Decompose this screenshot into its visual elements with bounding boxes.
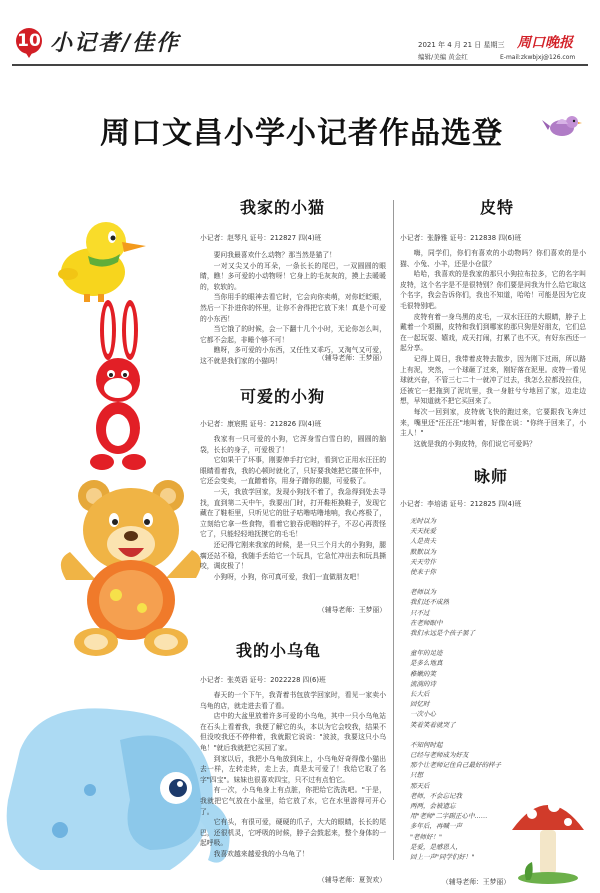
poem-line: 两两，会被遗忘 — [410, 802, 456, 811]
poem-line: 我们还不成熟 — [410, 598, 449, 607]
article-title-poem: 咏师 — [474, 467, 509, 486]
poem-line: 老师以为 — [410, 588, 436, 597]
paragraph: 还记得它刚来我家的时候，是一只三个月大的小狗狗，腿瘸还站不稳，我随手丢给它一个玩具，它急忙冲出去和玩具撕咬，调皮极了！ — [200, 540, 386, 571]
article-credit-dog: （辅导老师：王梦丽） — [318, 606, 386, 614]
poem-line: 是多么地真 — [410, 659, 443, 668]
paragraph: 春天的一个下午，我背着书包放学回家时，看见一家卖小乌龟的店，就走进去看了看。 — [200, 691, 386, 710]
poem-line: 无时以为 — [410, 517, 436, 525]
page-number-badge: 10 — [16, 28, 42, 54]
paragraph: 它有头，有很可爱，硬硬的爪子，大大的眼睛，长长的尾巴，还很机灵，它呼吸的时候，脖子会鼓起来，整个身体的一起呼吸。 — [200, 818, 386, 848]
paragraph: 皮特有着一身乌黑的皮毛，一双水汪汪的大眼睛，脖子上戴着一个项圈，皮特和我们到哪家的那只狗是好朋友，它们总在一起玩耍、嬉戏，成天打闹，打累了也不灭，有好东西还一起分享。 — [400, 312, 586, 353]
paragraph: 瞧呀，多可爱的小东西，又任性又乖巧，又淘气又可爱，这不就是我们家的小猫吗！ — [200, 346, 386, 365]
article-body-turtle — [200, 690, 386, 860]
paragraph: 哈哈，我喜欢的是我家的那只小狗拉布拉多，它的名字叫皮特，这个名字是不是很特别？你们要是问我为什么给它取这个名字，我会告诉你们，我也不知道，哈哈！可能是因为它皮毛很特别吧。 — [400, 270, 586, 310]
poem-line: 默默以为 — [410, 547, 436, 556]
duck-illustration — [48, 212, 148, 304]
poem-line: 只想 — [410, 771, 423, 780]
paragraph: 当你用手的眼神去看它时，它会向你卖萌，对你眨眨眼，然后一下扑进你的怀里，让你不舍得把它放下来！真是个可爱的小东西！ — [200, 293, 386, 323]
poem-line: 我们永远是个孩子罢了 — [410, 629, 475, 638]
paragraph: 嗨，同学们，你们有喜欢的小动物吗？你们喜欢的是小猫、小兔、小羊，还是小仓鼠？ — [400, 249, 586, 268]
rabbit-illustration — [78, 300, 158, 475]
editor-credit: 编辑/美编 黄金红 — [418, 53, 468, 61]
poem-line: 使来于你 — [410, 568, 436, 577]
page-main-title: 周口文昌小学小记者作品选登 — [100, 116, 503, 151]
article-body-pite — [400, 248, 586, 449]
poem-line: 老师，不会忘记我 — [410, 791, 462, 800]
section-title: 小记者/佳作 — [50, 30, 181, 56]
poem-line: 已经与老师成为好友 — [410, 751, 469, 760]
poem-line: 天天抚爱 — [410, 527, 436, 536]
header-rule — [12, 64, 588, 66]
poem-line: 不知何时起 — [410, 740, 443, 749]
paragraph: 我喜欢越来越爱我的小乌龟了！ — [213, 849, 309, 858]
paragraph: 每次一回到家，皮特就飞快的跑过来，它要跟我飞奔过来，嘴里还"汪汪汪"地叫着，好像在说："你终于回来了，小主人！" — [400, 407, 586, 438]
article-credit-turtle: （辅导老师：夏贺欢） — [318, 876, 386, 884]
poem-line: 人是贵夫 — [410, 537, 436, 546]
bear-illustration — [56, 470, 206, 660]
poem-line: 天天劳作 — [410, 557, 436, 566]
paragraph: 我家有一只可爱的小狗，它浑身雪白雪白的，圆圆的脑袋，长长的身子，可爱极了！ — [200, 435, 386, 454]
poem-line: 长大后 — [410, 690, 430, 699]
paragraph: 一天，我放学回家，发现小狗找不着了，我急得到处去寻找，直到第二天中午，我要出门时，打开鞋柜换鞋子，发现它藏在了鞋柜里，只听见它的肚子咕噜咕噜地响，我心疼极了，立刻给它拿一些食物，看着它狼吞虎咽的样子，不忍心再责怪它了，只能轻轻地抚摸它的毛毛！ — [200, 487, 386, 539]
poem-line: 用"老师"二字副正心中…… — [410, 812, 488, 821]
poem-line: 只不过 — [410, 608, 430, 617]
article-byline-pite: 小记者：张静雅 证号：212838 四(6)班 — [400, 234, 522, 242]
poem-line: 笑着笑着就哭了 — [410, 720, 456, 729]
bird-illustration — [542, 110, 582, 140]
poem-line: 那个让老师记住自己最好的样子 — [410, 761, 501, 770]
poem-body — [410, 516, 586, 862]
article-body-cat — [200, 250, 386, 367]
paragraph: 记得上周日，我带着皮特去散步，因为刚下过雨，所以路上有泥，突然，一个球砸了过来，刚好落在泥里。皮特一看见球就兴奋，不管三七二十一就冲了过去，我怎么拉都没拉住，还被它一把拖到了泥坑里，我一身脏兮兮地回了家，边走边想，早知道就不把它买回来了。 — [400, 354, 586, 406]
poem-line: 多年后，再喊一声 — [410, 822, 462, 831]
issue-date: 2021 年 4 月 21 日 星期三 — [418, 41, 505, 49]
poem-line: 是爱，是感恩人， — [410, 842, 462, 851]
paragraph: 它如果干了坏事，刚要伸手打它时，看到它正用水汪汪的眼睛看着我，我的心顿时就化了，只好要我她把它搂在怀中，它还会变卖，一直蹭着你，用身子蹭你的腿，可爱极了。 — [200, 456, 386, 486]
paragraph: 当它饿了的时候，会一下翻十几个小时，无论你怎么叫，它都不会起，非睡个够不可！ — [200, 325, 386, 344]
article-title-pite: 皮特 — [480, 198, 515, 217]
article-title-turtle: 我的小乌龟 — [236, 641, 322, 660]
poem-line: 流淌的诗 — [410, 679, 436, 688]
article-byline-poem: 小记者：李培诺 证号：212825 四(4)班 — [400, 500, 522, 508]
poem-line: 那天后 — [410, 781, 430, 790]
article-credit-poem: （辅导老师：王梦丽） — [442, 878, 510, 886]
article-credit-cat: （辅导老师：王梦丽） — [318, 354, 386, 362]
poem-line: 回忆时 — [410, 700, 430, 709]
poem-line: "老师好！" — [410, 832, 442, 841]
article-body-dog — [200, 434, 386, 582]
article-title-cat: 我家的小猫 — [240, 198, 326, 217]
article-title-dog: 可爱的小狗 — [240, 387, 326, 406]
poem-line: 在老师眼中 — [410, 618, 443, 627]
newspaper-logo: 周口晚报 — [517, 35, 573, 51]
paragraph: 有一次，小乌龟身上有点脏，你把给它洗洗吧。"于是，我就把它气放在小盆里，给它放了水，它在水里游得可开心了。 — [200, 786, 386, 816]
column-divider — [393, 200, 394, 860]
paragraph: 小狗呀，小狗，你可真可爱，我们一直做朋友吧！ — [213, 572, 364, 581]
paragraph: 要问我最喜欢什么动物？那当然是猫了！ — [213, 251, 336, 259]
paragraph: 到家以后，我把小乌龟放到床上，小乌龟好奇得像小猫出去一样，左转走转，走上去，真是太可爱了！我给它取了名字"四宝"。妹妹也很喜欢四宝，只不过有点怕它。 — [200, 754, 386, 784]
paragraph: 一对又尖又小的耳朵，一条长长的尾巴，一双圆圆的眼睛，瞧！多可爱的小动物呀！它身上的毛灰灰的，摸上去暖暖的，软软的。 — [200, 261, 386, 291]
poem-line: 回上一声"同学们好！" — [410, 853, 475, 862]
article-byline-cat: 小记者：赵琴凡 证号：212827 四(4)班 — [200, 234, 322, 242]
paragraph: 店中的大盆里放着许多可爱的小乌龟，其中一只小乌龟站在石头上看着我，我便了解它的头，本以为它会咬我，结果不但没咬我还不停伸着，我就跟它说说："波波，我要这只小乌龟！"就后我就把它买回了家。 — [200, 712, 386, 752]
poem-line: 一次小心 — [410, 710, 436, 719]
paragraph: 这就是我的小狗皮特，你们说它可爱吗？ — [413, 439, 536, 448]
article-byline-turtle: 小记者：张英语 证号：2022228 四(6)班 — [200, 676, 326, 684]
poem-line: 稚嫩的笑 — [410, 669, 436, 678]
article-byline-dog: 小记者：康宸熙 证号：212826 四(4)班 — [200, 420, 322, 428]
contact-email: E-mail:zkwbjxj@126.com — [500, 54, 576, 61]
poem-line: 童年的足迹 — [410, 649, 443, 658]
